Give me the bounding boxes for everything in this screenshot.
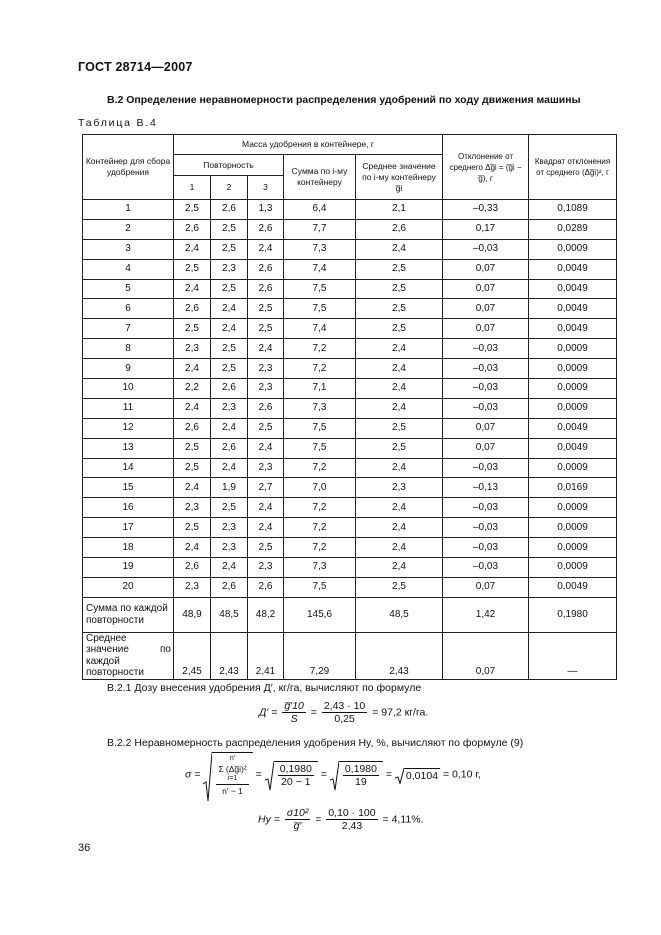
table-row: [83, 518, 617, 538]
sum-row-cell: 48,5: [356, 597, 443, 632]
dose-frac-1-den: S: [290, 713, 298, 725]
table-row: [83, 498, 617, 518]
table-row: [83, 558, 617, 578]
table-cell: 2,6: [174, 299, 211, 319]
table-cell: 2,5: [356, 577, 443, 597]
table-cell: 3: [83, 239, 174, 259]
sigma-frac: [216, 754, 248, 797]
table-cell: 7,1: [284, 379, 356, 399]
table-cell: –0,03: [443, 558, 529, 578]
table-cell: 2,5: [211, 239, 248, 259]
table-cell: 0,0009: [529, 518, 617, 538]
sigma-lhs: σ =: [185, 768, 201, 781]
table-row: [83, 418, 617, 438]
table-cell: 7,4: [284, 259, 356, 279]
avg-row-label: Среднее значение по каждой повторности: [83, 632, 174, 679]
sigma-eq-2: =: [320, 768, 327, 781]
sigma-frac-2: [278, 763, 314, 788]
table-cell: 2,6: [211, 200, 248, 220]
hy-frac-2-den: 2,43: [341, 820, 363, 832]
table-cell: 0,0009: [529, 339, 617, 359]
sigma-eq-3: =: [385, 768, 392, 781]
page-number: 36: [78, 842, 91, 854]
table-cell: 0,0169: [529, 478, 617, 498]
hy-eq: =: [315, 813, 322, 826]
table-cell: 20: [83, 577, 174, 597]
table-row: [83, 259, 617, 279]
table-cell: 2,3: [211, 538, 248, 558]
dose-formula: [259, 700, 428, 725]
sum-row-cell: 145,6: [284, 597, 356, 632]
table-cell: 2,4: [356, 359, 443, 379]
sum-row-cell: 0,1980: [529, 597, 617, 632]
table-row: [83, 200, 617, 220]
sigma-frac-3: [343, 763, 379, 788]
table-cell: 6: [83, 299, 174, 319]
table-cell: 7,2: [284, 339, 356, 359]
table-cell: 7,5: [284, 577, 356, 597]
table-cell: 1,3: [248, 200, 284, 220]
table-cell: –0,03: [443, 498, 529, 518]
table-cell: 2,5: [174, 438, 211, 458]
dose-frac-1-num: g̅′10: [284, 700, 304, 712]
dose-frac-2-num: 2,43 · 10: [323, 700, 366, 712]
avg-row-cell: 2,45: [174, 632, 211, 679]
header-mass: Масса удобрения в контейнере, г: [174, 135, 443, 155]
table-cell: 2,4: [356, 379, 443, 399]
table-row: [83, 239, 617, 259]
radical-sign-icon: [203, 752, 212, 802]
table-cell: 1: [83, 200, 174, 220]
avg-row-cell: 2,43: [211, 632, 248, 679]
dose-frac-1: [282, 700, 306, 725]
table-cell: 2,4: [174, 478, 211, 498]
b22-text: В.2.2 Неравномерность распределения удобрения Hy, %, вычисляют по формуле (9): [107, 737, 524, 749]
table-cell: 7,5: [284, 438, 356, 458]
table-cell: 0,1089: [529, 200, 617, 220]
table-cell: 14: [83, 458, 174, 478]
table-cell: 19: [83, 558, 174, 578]
table-cell: 2,4: [356, 498, 443, 518]
table-cell: 2,4: [356, 239, 443, 259]
table-row: [83, 478, 617, 498]
table-cell: 7,5: [284, 279, 356, 299]
table-cell: 0,0009: [529, 498, 617, 518]
table-cell: 2,3: [174, 498, 211, 518]
sum-row-cell: 48,9: [174, 597, 211, 632]
table-row: [83, 339, 617, 359]
table-row: [83, 577, 617, 597]
table-cell: 0,0009: [529, 398, 617, 418]
table-cell: 2,3: [248, 458, 284, 478]
table-cell: 5: [83, 279, 174, 299]
hy-frac-2: [326, 807, 377, 832]
table-cell: 7,2: [284, 518, 356, 538]
radical-sign-icon: [330, 761, 339, 791]
table-cell: 2,3: [356, 478, 443, 498]
avg-row-cell: 2,43: [356, 632, 443, 679]
table-cell: 0,07: [443, 438, 529, 458]
dose-frac-2-den: 0,25: [334, 713, 355, 725]
table-row: [83, 379, 617, 399]
table-cell: 7,3: [284, 239, 356, 259]
sum-row-cell: 48,2: [248, 597, 284, 632]
sigma-result: = 0,10 г,: [442, 768, 481, 781]
table-cell: 2,4: [211, 458, 248, 478]
table-cell: 2,6: [211, 438, 248, 458]
table-cell: 2,6: [248, 279, 284, 299]
table-cell: 2,5: [248, 319, 284, 339]
hy-frac-1-den: g̅′: [293, 820, 302, 832]
table-cell: 7,5: [284, 418, 356, 438]
header-sum: Сумма по i-му контейнеру: [284, 155, 356, 200]
b21-text: В.2.1 Дозу внесения удобрения Д′, кг/га, вычисляют по формуле: [107, 682, 422, 694]
table-cell: 2,6: [248, 219, 284, 239]
sigma-sqrt-4: [395, 768, 440, 782]
table-cell: 0,07: [443, 279, 529, 299]
table-cell: 2,6: [174, 558, 211, 578]
table-cell: 18: [83, 538, 174, 558]
table-cell: 2,4: [356, 538, 443, 558]
dose-frac-2: [322, 700, 367, 725]
header-square: Квадрат отклонения от среднего (Δg̅i)², г: [529, 135, 617, 200]
table-cell: 2,5: [211, 359, 248, 379]
sigma-sqrt-4-value: 0,0104: [405, 769, 439, 782]
table-cell: 2,5: [174, 458, 211, 478]
table-cell: 0,07: [443, 319, 529, 339]
table-cell: 9: [83, 359, 174, 379]
table-cell: 2,4: [248, 498, 284, 518]
sum-row-label: Сумма по каждой повторности: [83, 597, 174, 632]
sigma-eq-1: =: [255, 768, 262, 781]
table-cell: 0,07: [443, 577, 529, 597]
sum-row-cell: 48,5: [211, 597, 248, 632]
table-cell: 0,07: [443, 299, 529, 319]
radical-sign-icon: [265, 761, 274, 791]
table-cell: 0,0009: [529, 359, 617, 379]
table-label: Таблица В.4: [78, 117, 158, 129]
table-cell: 2,4: [248, 438, 284, 458]
table-cell: 2: [83, 219, 174, 239]
table-cell: 0,0049: [529, 299, 617, 319]
dose-lhs: Д′ =: [259, 706, 278, 719]
table-cell: –0,03: [443, 398, 529, 418]
table-cell: 0,0009: [529, 538, 617, 558]
table-cell: 2,5: [248, 538, 284, 558]
sigma-sqrt-2: [265, 761, 318, 788]
table-cell: 2,5: [248, 299, 284, 319]
table-row: [83, 279, 617, 299]
table-cell: 0,07: [443, 418, 529, 438]
table-cell: –0,03: [443, 379, 529, 399]
table-cell: 10: [83, 379, 174, 399]
table-cell: 2,5: [356, 438, 443, 458]
table-cell: 7,2: [284, 498, 356, 518]
table-cell: 2,5: [211, 219, 248, 239]
header-avg: Среднее значение по i-му контейнеру g̅i: [356, 155, 443, 200]
header-container: Контейнер для сбора удобрения: [83, 135, 174, 200]
table-cell: 2,3: [211, 518, 248, 538]
sigma-frac-3-num: 0,1980: [344, 763, 377, 775]
dose-eq: =: [310, 706, 317, 719]
table-cell: 2,5: [211, 339, 248, 359]
table-cell: –0,03: [443, 339, 529, 359]
table-cell: 2,5: [174, 319, 211, 339]
table-cell: –0,03: [443, 538, 529, 558]
sum-bottom: i=1: [227, 775, 238, 782]
table-cell: 2,5: [174, 200, 211, 220]
table-cell: 2,5: [248, 418, 284, 438]
table-cell: –0,33: [443, 200, 529, 220]
table-cell: 17: [83, 518, 174, 538]
avg-row: [83, 632, 617, 679]
table-cell: 2,4: [174, 279, 211, 299]
table-cell: 0,0049: [529, 319, 617, 339]
table-cell: 2,6: [211, 379, 248, 399]
table-cell: 0,0009: [529, 558, 617, 578]
sum-top: n′: [229, 755, 236, 762]
hy-frac-2-num: 0,10 · 100: [328, 807, 376, 819]
table-cell: 7,3: [284, 558, 356, 578]
table-cell: 2,4: [248, 339, 284, 359]
table-cell: 2,6: [174, 418, 211, 438]
avg-row-cell: 7,29: [284, 632, 356, 679]
table-cell: 2,4: [174, 239, 211, 259]
table-cell: 2,3: [248, 359, 284, 379]
table-cell: 6,4: [284, 200, 356, 220]
table-cell: 2,5: [174, 518, 211, 538]
table-cell: 2,2: [174, 379, 211, 399]
hy-result: = 4,11%.: [382, 813, 424, 826]
table-cell: 2,3: [248, 558, 284, 578]
table-cell: –0,03: [443, 359, 529, 379]
table-cell: 0,0049: [529, 279, 617, 299]
sum-row-cell: 1,42: [443, 597, 529, 632]
table-cell: 2,3: [174, 577, 211, 597]
table-cell: 2,7: [248, 478, 284, 498]
table-cell: 4: [83, 259, 174, 279]
table-cell: 2,6: [356, 219, 443, 239]
dose-result: = 97,2 кг/га.: [372, 706, 429, 719]
table-cell: 2,3: [174, 339, 211, 359]
sigma-sqrt: [203, 752, 252, 797]
table-cell: 2,4: [356, 558, 443, 578]
table-cell: 7,2: [284, 538, 356, 558]
hy-frac-1: [285, 807, 311, 832]
table-cell: 0,0009: [529, 239, 617, 259]
sigma-den: n′ − 1: [222, 786, 243, 796]
table-cell: 7,2: [284, 359, 356, 379]
table-cell: 2,6: [248, 398, 284, 418]
table-cell: 7,7: [284, 219, 356, 239]
table-cell: 8: [83, 339, 174, 359]
header-rep-2: 2: [211, 176, 248, 200]
table-cell: 2,6: [211, 577, 248, 597]
table-cell: 2,4: [174, 359, 211, 379]
table-cell: 2,4: [356, 339, 443, 359]
table-cell: 2,5: [356, 319, 443, 339]
sigma-frac-2-den: 20 − 1: [281, 776, 311, 788]
radical-sign-icon: [395, 768, 404, 784]
avg-row-cell: 0,07: [443, 632, 529, 679]
hy-formula: [258, 807, 424, 832]
table-cell: 0,0289: [529, 219, 617, 239]
header-repeat: Повторность: [174, 155, 284, 176]
table-cell: 7: [83, 319, 174, 339]
header-rep-1: 1: [174, 176, 211, 200]
table-row: [83, 359, 617, 379]
sigma-frac-3-den: 19: [355, 776, 367, 788]
table-cell: 0,17: [443, 219, 529, 239]
table-cell: 7,2: [284, 458, 356, 478]
table-cell: 2,5: [174, 259, 211, 279]
table-cell: 11: [83, 398, 174, 418]
table-cell: 2,4: [356, 398, 443, 418]
table-cell: –0,03: [443, 518, 529, 538]
table-cell: 2,4: [174, 538, 211, 558]
table-cell: 0,0049: [529, 438, 617, 458]
table-cell: 2,4: [174, 398, 211, 418]
table-cell: 2,4: [356, 518, 443, 538]
sigma-frac-2-num: 0,1980: [279, 763, 312, 775]
table-cell: 15: [83, 478, 174, 498]
table-cell: 2,6: [248, 259, 284, 279]
table-cell: 12: [83, 418, 174, 438]
table-row: [83, 538, 617, 558]
avg-row-cell: —: [529, 632, 617, 679]
hy-lhs: Hy =: [258, 813, 280, 826]
table-cell: 2,3: [211, 398, 248, 418]
table-cell: 2,4: [211, 319, 248, 339]
table-cell: –0,03: [443, 239, 529, 259]
table-row: [83, 438, 617, 458]
table-cell: 2,5: [211, 279, 248, 299]
table-cell: 0,07: [443, 259, 529, 279]
hy-frac-1-num: σ10²: [286, 807, 309, 819]
table-cell: 2,5: [356, 418, 443, 438]
table-cell: 2,6: [174, 219, 211, 239]
table-cell: 2,3: [211, 259, 248, 279]
table-cell: 2,1: [356, 200, 443, 220]
table-container: [82, 134, 616, 680]
table-cell: 2,6: [248, 577, 284, 597]
table-cell: 0,0009: [529, 458, 617, 478]
table-cell: 7,3: [284, 398, 356, 418]
data-table: [82, 134, 617, 680]
table-row: [83, 299, 617, 319]
section-title: В.2 Определение неравномерности распределения удобрений по ходу движения машины: [107, 94, 581, 106]
table-cell: 7,4: [284, 319, 356, 339]
table-row: [83, 398, 617, 418]
table-cell: 2,4: [248, 518, 284, 538]
table-row: [83, 458, 617, 478]
table-cell: 2,3: [248, 379, 284, 399]
table-cell: 2,4: [211, 418, 248, 438]
table-cell: 2,5: [211, 498, 248, 518]
avg-row-cell: 2,41: [248, 632, 284, 679]
table-cell: 16: [83, 498, 174, 518]
standard-title: ГОСТ 28714—2007: [78, 60, 193, 74]
sigma-formula: [185, 752, 481, 797]
table-cell: 2,4: [211, 558, 248, 578]
header-deviation: Отклонение от среднего Δg̅i = (g̅i − g̅), г: [443, 135, 529, 200]
table-cell: 0,0049: [529, 259, 617, 279]
sum-row: [83, 597, 617, 632]
table-cell: –0,13: [443, 478, 529, 498]
table-cell: –0,03: [443, 458, 529, 478]
table-cell: 2,4: [248, 239, 284, 259]
table-cell: 7,0: [284, 478, 356, 498]
table-cell: 2,5: [356, 299, 443, 319]
table-cell: 2,5: [356, 259, 443, 279]
table-cell: 13: [83, 438, 174, 458]
table-cell: 7,5: [284, 299, 356, 319]
table-cell: 0,0049: [529, 577, 617, 597]
table-body: [83, 200, 617, 598]
table-cell: 2,5: [356, 279, 443, 299]
table-cell: 0,0049: [529, 418, 617, 438]
table-cell: 1,9: [211, 478, 248, 498]
table-row: [83, 319, 617, 339]
table-cell: 2,4: [211, 299, 248, 319]
table-cell: 2,4: [356, 458, 443, 478]
sum-expr: Σ (Δg̅i)²: [218, 764, 247, 774]
sigma-sqrt-3: [330, 761, 383, 788]
table-row: [83, 219, 617, 239]
table-cell: 0,0009: [529, 379, 617, 399]
header-rep-3: 3: [248, 176, 284, 200]
